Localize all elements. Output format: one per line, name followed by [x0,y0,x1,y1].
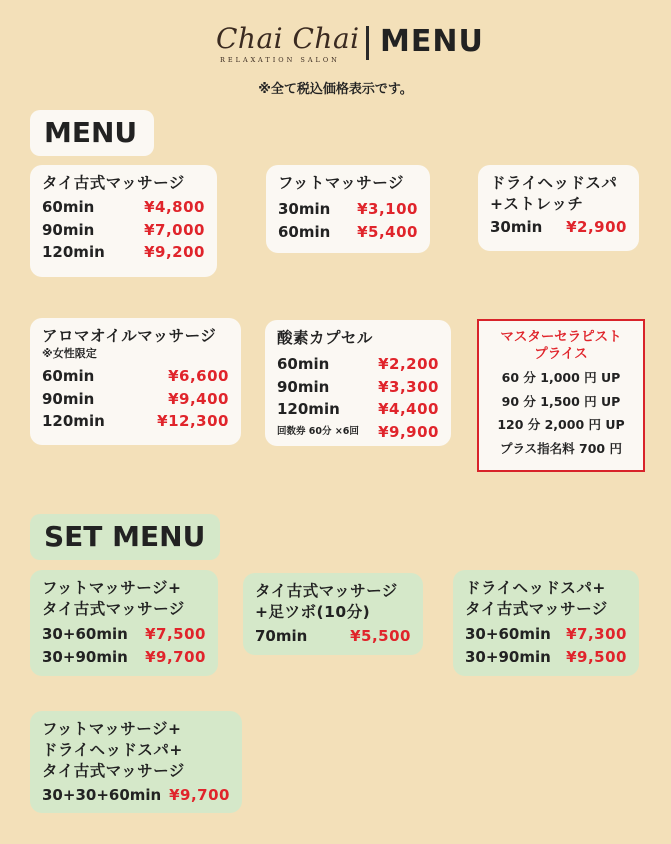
price-row [42,784,230,807]
duration: 30+60min [465,625,551,643]
price-row [277,421,439,444]
price: ¥9,400 [168,389,229,408]
price: ¥12,300 [157,412,229,430]
logo-menu-label: MENU [380,24,484,59]
menu-card-aroma [30,318,241,445]
card-title-line: ドライヘッドスパ+ [42,741,183,759]
duration: 90min [42,389,95,408]
card-title-line: ドライヘッドスパ [490,174,618,192]
card-title-line: ドライヘッドスパ+ [465,579,606,597]
card-title-line: タイ古式マッサージ [42,762,185,780]
tax-note: ※全て税込価格表示です。 [258,82,413,97]
price-row [465,646,627,669]
set-menu-heading: SET MENU [30,514,220,560]
price-row [465,623,627,646]
price-row [42,219,205,242]
logo-subtitle: RELAXATION SALON [220,56,340,64]
price-row [490,216,627,239]
card-title-line: フットマッサージ+ [42,720,182,738]
card-title: タイ古式マッサージ [42,174,185,192]
price: ¥3,100 [357,200,418,218]
card-title-line: +足ツボ(10分) [255,603,371,621]
menu-card-headspa [478,165,639,251]
price: ¥6,600 [168,367,229,385]
card-title: アロマオイルマッサージ [42,327,217,345]
price: ¥9,900 [378,422,439,441]
duration: 30+90min [465,647,551,666]
price: ¥2,200 [378,355,439,373]
card-title-line: フットマッサージ+ [42,579,182,597]
card-title: 酸素カプセル [277,329,373,347]
duration: 30min [490,218,543,236]
master-title-line: マスターセラピスト [500,329,622,345]
price-row [42,196,205,219]
master-therapist-price-box [477,319,645,472]
card-title-line: +ストレッチ [490,195,584,213]
duration: 回数券 60分 ×6回 [277,425,359,437]
duration: 30+60min [42,625,128,643]
price: ¥7,000 [144,220,205,239]
duration: 30min [278,200,331,218]
price: ¥4,800 [144,198,205,216]
price-row [255,625,411,648]
price-row [42,241,205,264]
logo [216,22,484,68]
set-card-foot-thai [30,570,218,676]
price: ¥3,300 [378,377,439,396]
price: ¥9,700 [169,786,230,804]
set-card-headspa-thai [453,570,639,676]
duration: 120min [42,412,105,430]
set-card-foot-headspa-thai [30,711,242,813]
price-row [42,388,229,411]
card-title-line: タイ古式マッサージ [42,600,185,618]
price: ¥5,500 [350,627,411,645]
card-title: フットマッサージ [278,174,404,192]
duration: 60min [42,367,95,385]
set-card-thai-foot-reflexology [243,573,423,655]
master-title-line: プライス [534,346,588,362]
duration: 70min [255,627,308,645]
master-price-line: プラス指名料 700 円 [500,440,622,456]
price-row [277,398,439,421]
duration: 90min [277,377,330,396]
card-title-line: タイ古式マッサージ [465,600,608,618]
price-row [278,198,418,221]
duration: 60min [277,355,330,373]
price: ¥7,300 [566,625,627,643]
price-row [42,646,206,669]
duration: 30+30+60min [42,786,162,804]
price: ¥9,700 [145,647,206,666]
price-row [277,353,439,376]
master-price-line: 90 分 1,500 円 UP [501,393,621,409]
menu-heading: MENU [30,110,154,156]
price: ¥9,200 [144,243,205,261]
logo-name: Chai Chai [216,22,360,55]
price: ¥9,500 [566,647,627,666]
duration: 90min [42,220,95,239]
price: ¥7,500 [145,625,206,643]
price-row [278,221,418,244]
price-row [42,410,229,433]
price-row [42,365,229,388]
price: ¥4,400 [378,400,439,418]
master-price-line: 60 分 1,000 円 UP [501,370,621,385]
card-note: ※女性限定 [42,347,97,360]
master-price-line: 120 分 2,000 円 UP [497,417,625,432]
price: ¥5,400 [357,222,418,241]
duration: 120min [277,400,340,418]
menu-card-oxygen [265,320,451,446]
price-row [277,376,439,399]
price-row [42,623,206,646]
menu-card-thai [30,165,217,277]
duration: 60min [278,222,331,241]
menu-card-foot [266,165,430,253]
duration: 120min [42,243,105,261]
price: ¥2,900 [566,218,627,236]
duration: 60min [42,198,95,216]
duration: 30+90min [42,647,128,666]
card-title-line: タイ古式マッサージ [255,582,398,600]
logo-divider [366,26,369,60]
